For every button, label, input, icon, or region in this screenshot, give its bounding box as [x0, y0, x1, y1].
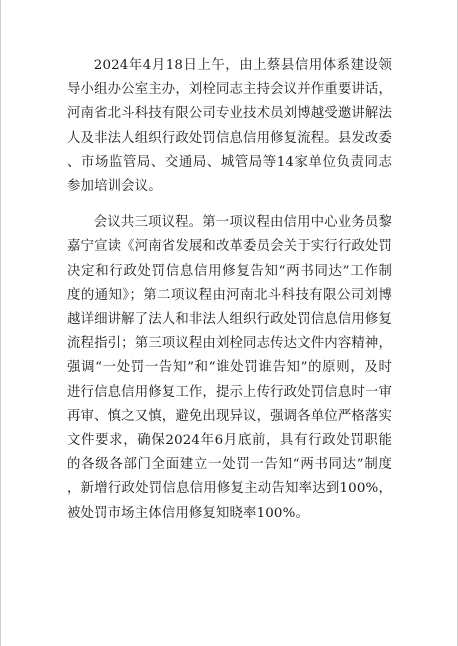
- paragraph-meeting-summary: 2024年4月18日上午，由上蔡县信用体系建设领导小组办公室主办，刘栓同志主持会议并作重要讲话，河南省北斗科技有限公司专业技术员刘博越受邀讲解法人及非法人组织行政处罚信息信用修复流程。县发改委、市场监管局、交通局、城管局等14家单位负责同志参加培训会议。: [67, 58, 392, 195]
- document-body: [67, 54, 392, 526]
- page-left-border: [0, 0, 1, 646]
- paragraph-meeting-agenda: 会议共三项议程。第一项议程由信用中心业务员黎嘉宁宣读《河南省发展和改革委员会关于实行行政处罚决定和行政处罚信息信用修复告知“两书同达”工作制度的通知》；第二项议程由河南北斗科技有限公司刘博越详细讲解了法人和非法人组织行政处罚信息信用修复流程指引；第三项议程由刘栓同志传达文件内容精神，强调“一处罚一告知”和“谁处罚谁告知”的原则，及时进行信息信用修复工作，提示上传行政处罚信息时一审再审、慎之又慎，避免出现异议，强调各单位严格落实文件要求，确保2024年6月底前，具有行政处罚职能的各级各部门全面建立一处罚一告知“两书同达”制度，新增行政处罚信息信用修复主动告知率达到100%，被处罚市场主体信用修复知晓率100%。: [67, 215, 392, 521]
